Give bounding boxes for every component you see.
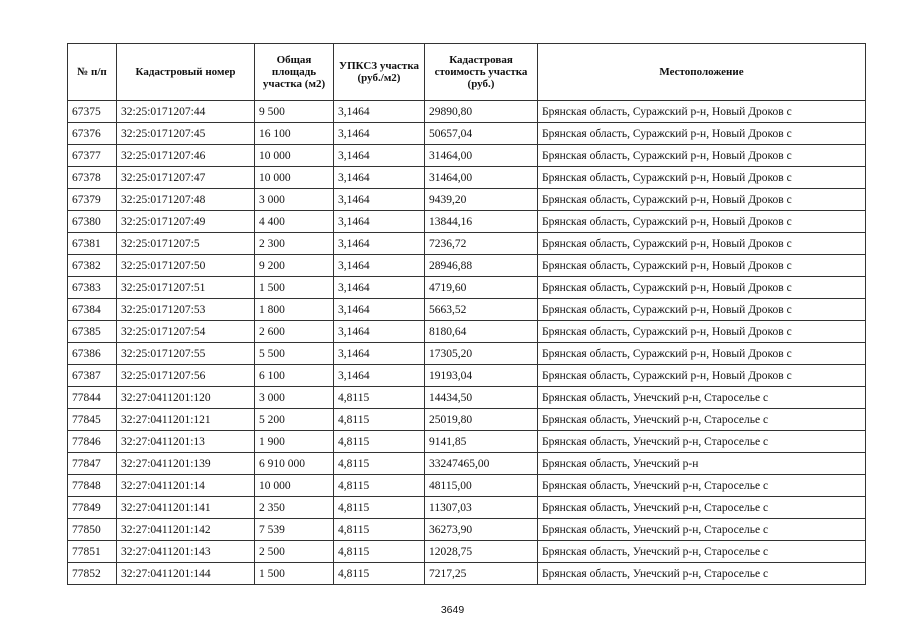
cell-number: 77844 [68,387,117,409]
cell-location: Брянская область, Унечский р-н, Староселье с [538,541,866,563]
cell-number: 77852 [68,563,117,585]
table-row [68,233,866,255]
table-row [68,211,866,233]
cell-upksz: 3,1464 [334,145,425,167]
table-body [68,101,866,585]
cell-cadastral-number: 32:27:0411201:144 [117,563,255,585]
cell-area: 9 500 [255,101,334,123]
cell-location: Брянская область, Суражский р-н, Новый Дроков с [538,321,866,343]
cell-location: Брянская область, Суражский р-н, Новый Дроков с [538,299,866,321]
cell-number: 67385 [68,321,117,343]
cell-number: 67386 [68,343,117,365]
header-location: Местоположение [538,44,866,101]
cell-location: Брянская область, Суражский р-н, Новый Дроков с [538,123,866,145]
cell-location: Брянская область, Суражский р-н, Новый Дроков с [538,189,866,211]
cell-area: 3 000 [255,189,334,211]
cell-number: 77849 [68,497,117,519]
cell-area: 1 500 [255,277,334,299]
table-row [68,167,866,189]
table-row [68,255,866,277]
cell-location: Брянская область, Суражский р-н, Новый Дроков с [538,343,866,365]
cell-cadastral-value: 29890,80 [425,101,538,123]
cell-cadastral-value: 25019,80 [425,409,538,431]
table-header-row [68,44,866,101]
cell-area: 2 350 [255,497,334,519]
table-row [68,299,866,321]
table-row [68,387,866,409]
header-upksz: УПКСЗ участка (руб./м2) [334,44,425,101]
cell-upksz: 4,8115 [334,519,425,541]
cell-number: 77851 [68,541,117,563]
cell-cadastral-number: 32:25:0171207:5 [117,233,255,255]
header-number: № п/п [68,44,117,101]
cell-number: 77846 [68,431,117,453]
cell-upksz: 4,8115 [334,387,425,409]
table-row [68,497,866,519]
cell-number: 67384 [68,299,117,321]
cadastral-table [67,43,866,585]
cell-upksz: 3,1464 [334,233,425,255]
cell-location: Брянская область, Суражский р-н, Новый Дроков с [538,277,866,299]
cell-number: 67387 [68,365,117,387]
table-row [68,475,866,497]
cell-number: 77848 [68,475,117,497]
cell-upksz: 3,1464 [334,211,425,233]
cell-number: 67377 [68,145,117,167]
cell-cadastral-number: 32:25:0171207:53 [117,299,255,321]
cell-cadastral-value: 48115,00 [425,475,538,497]
cell-number: 77850 [68,519,117,541]
cell-area: 3 000 [255,387,334,409]
cell-number: 77845 [68,409,117,431]
table-row [68,101,866,123]
cell-cadastral-value: 33247465,00 [425,453,538,475]
cell-upksz: 4,8115 [334,541,425,563]
cell-cadastral-value: 11307,03 [425,497,538,519]
cell-area: 10 000 [255,167,334,189]
cell-location: Брянская область, Унечский р-н, Староселье с [538,387,866,409]
table-row [68,189,866,211]
cell-location: Брянская область, Унечский р-н, Староселье с [538,563,866,585]
page-number: 3649 [440,604,465,616]
cell-cadastral-number: 32:27:0411201:141 [117,497,255,519]
cell-cadastral-value: 28946,88 [425,255,538,277]
cell-cadastral-number: 32:25:0171207:56 [117,365,255,387]
cell-location: Брянская область, Суражский р-н, Новый Дроков с [538,365,866,387]
cell-number: 67382 [68,255,117,277]
cell-cadastral-number: 32:25:0171207:49 [117,211,255,233]
cell-cadastral-value: 4719,60 [425,277,538,299]
cell-cadastral-number: 32:27:0411201:139 [117,453,255,475]
cell-cadastral-value: 17305,20 [425,343,538,365]
cell-location: Брянская область, Унечский р-н [538,453,866,475]
table-row [68,453,866,475]
cell-cadastral-value: 7236,72 [425,233,538,255]
table-row [68,277,866,299]
cell-area: 4 400 [255,211,334,233]
cell-upksz: 3,1464 [334,365,425,387]
cell-location: Брянская область, Суражский р-н, Новый Дроков с [538,145,866,167]
cell-location: Брянская область, Суражский р-н, Новый Дроков с [538,167,866,189]
table-row [68,519,866,541]
cell-number: 67381 [68,233,117,255]
cell-cadastral-number: 32:27:0411201:143 [117,541,255,563]
cell-upksz: 3,1464 [334,101,425,123]
table-row [68,431,866,453]
cell-cadastral-number: 32:25:0171207:44 [117,101,255,123]
cell-area: 2 600 [255,321,334,343]
cell-cadastral-number: 32:25:0171207:55 [117,343,255,365]
table-row [68,365,866,387]
cell-cadastral-value: 8180,64 [425,321,538,343]
header-cadastral-value: Кадастровая стоимость участка (руб.) [425,44,538,101]
cell-area: 16 100 [255,123,334,145]
cell-cadastral-value: 31464,00 [425,167,538,189]
cell-cadastral-number: 32:25:0171207:45 [117,123,255,145]
cell-location: Брянская область, Унечский р-н, Староселье с [538,475,866,497]
cell-cadastral-value: 5663,52 [425,299,538,321]
cell-upksz: 4,8115 [334,497,425,519]
cell-cadastral-number: 32:25:0171207:51 [117,277,255,299]
cell-location: Брянская область, Унечский р-н, Староселье с [538,409,866,431]
header-area: Общая площадь участка (м2) [255,44,334,101]
cell-area: 2 500 [255,541,334,563]
cell-area: 10 000 [255,475,334,497]
cell-upksz: 3,1464 [334,299,425,321]
cell-cadastral-number: 32:27:0411201:14 [117,475,255,497]
cell-upksz: 3,1464 [334,277,425,299]
cell-area: 6 910 000 [255,453,334,475]
cell-cadastral-number: 32:27:0411201:13 [117,431,255,453]
cell-cadastral-number: 32:27:0411201:121 [117,409,255,431]
cell-upksz: 4,8115 [334,453,425,475]
table-row [68,343,866,365]
table-row [68,321,866,343]
table-row [68,409,866,431]
cell-upksz: 3,1464 [334,343,425,365]
cell-area: 5 200 [255,409,334,431]
cell-cadastral-number: 32:25:0171207:54 [117,321,255,343]
cell-upksz: 3,1464 [334,167,425,189]
cell-number: 77847 [68,453,117,475]
cell-area: 7 539 [255,519,334,541]
cell-number: 67383 [68,277,117,299]
cell-location: Брянская область, Суражский р-н, Новый Дроков с [538,233,866,255]
table-row [68,123,866,145]
cell-cadastral-number: 32:25:0171207:48 [117,189,255,211]
header-cadastral-number: Кадастровый номер [117,44,255,101]
cell-cadastral-number: 32:25:0171207:46 [117,145,255,167]
cell-location: Брянская область, Суражский р-н, Новый Дроков с [538,211,866,233]
cell-number: 67380 [68,211,117,233]
cell-upksz: 4,8115 [334,563,425,585]
cell-cadastral-value: 50657,04 [425,123,538,145]
cell-area: 1 800 [255,299,334,321]
cell-area: 1 900 [255,431,334,453]
cell-cadastral-value: 14434,50 [425,387,538,409]
cell-number: 67379 [68,189,117,211]
cell-cadastral-value: 36273,90 [425,519,538,541]
cell-location: Брянская область, Унечский р-н, Староселье с [538,519,866,541]
cell-area: 6 100 [255,365,334,387]
cell-cadastral-number: 32:25:0171207:47 [117,167,255,189]
cell-area: 2 300 [255,233,334,255]
cell-cadastral-number: 32:27:0411201:142 [117,519,255,541]
cell-upksz: 3,1464 [334,123,425,145]
table-row [68,563,866,585]
cell-location: Брянская область, Суражский р-н, Новый Дроков с [538,255,866,277]
cell-area: 5 500 [255,343,334,365]
cell-cadastral-value: 13844,16 [425,211,538,233]
table-row [68,541,866,563]
cell-number: 67378 [68,167,117,189]
cell-area: 9 200 [255,255,334,277]
cell-upksz: 4,8115 [334,475,425,497]
cell-location: Брянская область, Суражский р-н, Новый Дроков с [538,101,866,123]
cell-location: Брянская область, Унечский р-н, Староселье с [538,497,866,519]
cell-area: 1 500 [255,563,334,585]
cell-cadastral-number: 32:27:0411201:120 [117,387,255,409]
cell-upksz: 3,1464 [334,321,425,343]
cell-upksz: 3,1464 [334,189,425,211]
cell-area: 10 000 [255,145,334,167]
cell-number: 67375 [68,101,117,123]
cell-cadastral-value: 31464,00 [425,145,538,167]
cell-upksz: 3,1464 [334,255,425,277]
cell-cadastral-value: 12028,75 [425,541,538,563]
cell-location: Брянская область, Унечский р-н, Староселье с [538,431,866,453]
cell-upksz: 4,8115 [334,409,425,431]
cell-upksz: 4,8115 [334,431,425,453]
cell-number: 67376 [68,123,117,145]
table-row [68,145,866,167]
cell-cadastral-value: 9141,85 [425,431,538,453]
cell-cadastral-value: 7217,25 [425,563,538,585]
cell-cadastral-value: 19193,04 [425,365,538,387]
cell-cadastral-number: 32:25:0171207:50 [117,255,255,277]
cell-cadastral-value: 9439,20 [425,189,538,211]
